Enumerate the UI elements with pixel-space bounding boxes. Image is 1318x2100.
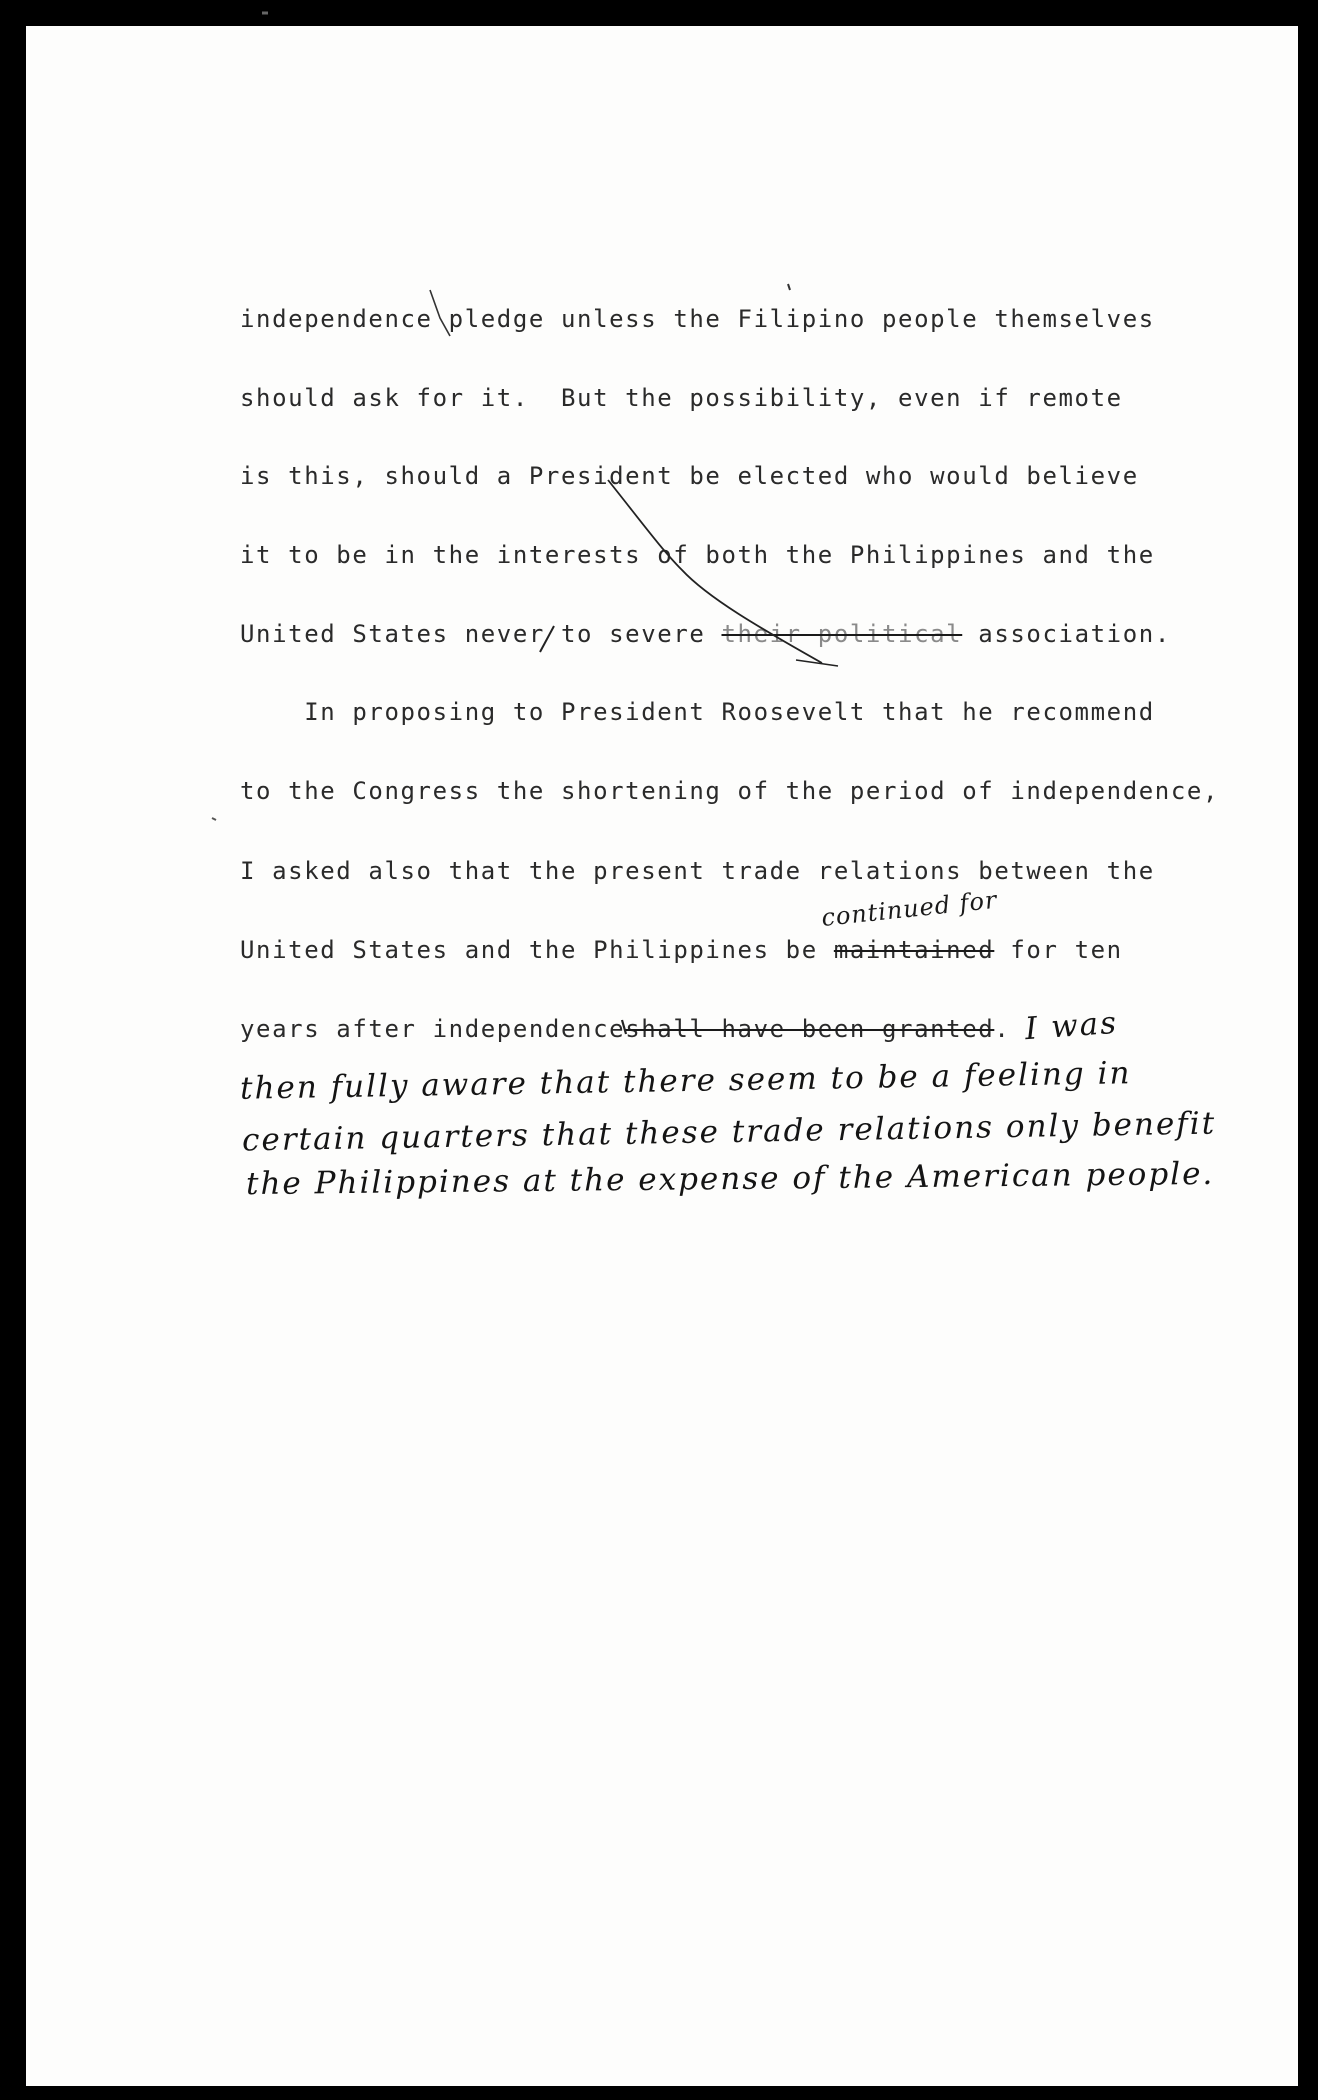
typed-line-2: should ask for it. But the possibility, even if remote [240,384,1123,412]
typed-line-3: is this, should a President be elected who would believe [240,462,1139,490]
handwritten-line-1: I was [1023,1004,1120,1048]
typed-line-5-end: association. [962,620,1171,648]
typed-line-8: I asked also that the present trade relations between the [240,857,1155,885]
typed-line-7: to the Congress the shortening of the period of independence, [240,777,1220,805]
struck-text-their-political: their political [721,620,963,648]
typed-line-9-start: United States and the Philippines be [240,936,834,964]
typed-line-10 [240,1014,1010,1044]
typed-line-10-end: . [994,1015,1011,1043]
typed-line-1: independence pledge unless the Filipino people themselves [240,305,1155,333]
typed-line-10-start: years after independence [240,1015,626,1043]
typed-line-5 [240,619,1171,649]
handwritten-line-2: then fully aware that there seem to be a feeling in [239,1055,1132,1107]
handwritten-line-3: certain quarters that these trade relations only benefit [241,1105,1217,1159]
struck-text-shall-have-been-granted: shall have been granted [625,1015,995,1043]
typed-line-6: In proposing to President Roosevelt that he recommend [240,698,1155,726]
struck-text-maintained: maintained [833,936,995,964]
handwritten-insertion-continued-for: continued for [820,885,999,932]
typed-line-9 [240,935,1123,965]
typed-line-4: it to be in the interests of both the Philippines and the [240,541,1155,569]
handwritten-line-4: the Philippines at the expense of the American people. [245,1155,1215,1203]
typed-line-9-end: for ten [994,936,1123,964]
typed-line-5-start: United States never to severe [240,620,722,648]
